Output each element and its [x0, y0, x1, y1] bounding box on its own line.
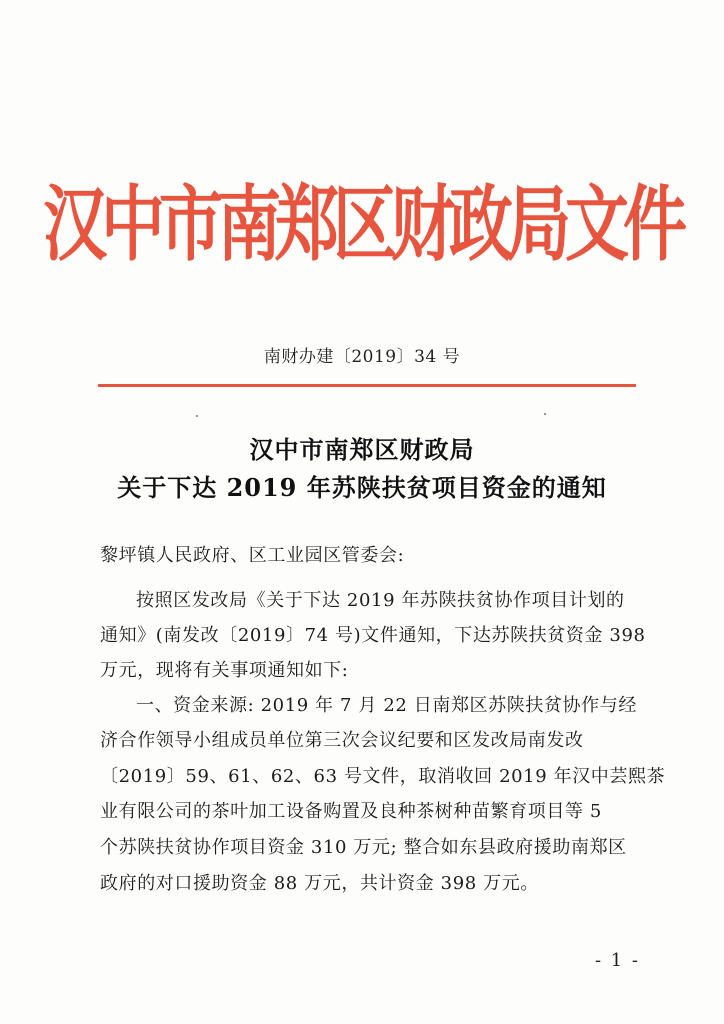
body-paragraph-line: 一、资金来源: 2019 年 7 月 22 日南郑区苏陕扶贫协作与经: [136, 695, 637, 716]
body-paragraph-line: 通知》(南发改〔2019〕74 号)文件通知，下达苏陕扶贫资金 398: [100, 625, 646, 646]
recipient-line: 黎坪镇人民政府、区工业园区管委会:: [100, 545, 405, 566]
notice-title-line1: 汉中市南郑区财政局: [249, 435, 475, 464]
document-number: 南财办建〔2019〕34 号: [263, 347, 461, 367]
red-divider-line: [98, 384, 636, 387]
body-paragraph-line: 政府的对口援助资金 88 万元，共计资金 398 万元。: [100, 873, 539, 894]
body-paragraph-line: 济合作领导小组成员单位第三次会议纪要和区发改局南发改: [100, 730, 584, 751]
body-paragraph-line: 业有限公司的茶叶加工设备购置及良种茶树种苗繁育项目等 5: [100, 801, 602, 822]
body-paragraph-line: 个苏陕扶贫协作项目资金 310 万元; 整合如东县政府援助南郑区: [100, 837, 627, 858]
scan-speck: [544, 413, 546, 415]
body-paragraph-line: 万元，现将有关事项通知如下:: [100, 660, 349, 681]
body-paragraph-line: 按照区发改局《关于下达 2019 年苏陕扶贫协作项目计划的: [136, 590, 625, 611]
issuer-header-title: 汉中市南郑区财政局文件: [43, 176, 681, 273]
scan-speck: [196, 415, 198, 417]
notice-title-line2: 关于下达 2019 年苏陕扶贫项目资金的通知: [117, 473, 607, 502]
body-paragraph-line: 〔2019〕59、61、62、63 号文件，取消收回 2019 年汉中芸熙茶: [100, 766, 666, 787]
page-number: - 1 -: [594, 950, 640, 971]
